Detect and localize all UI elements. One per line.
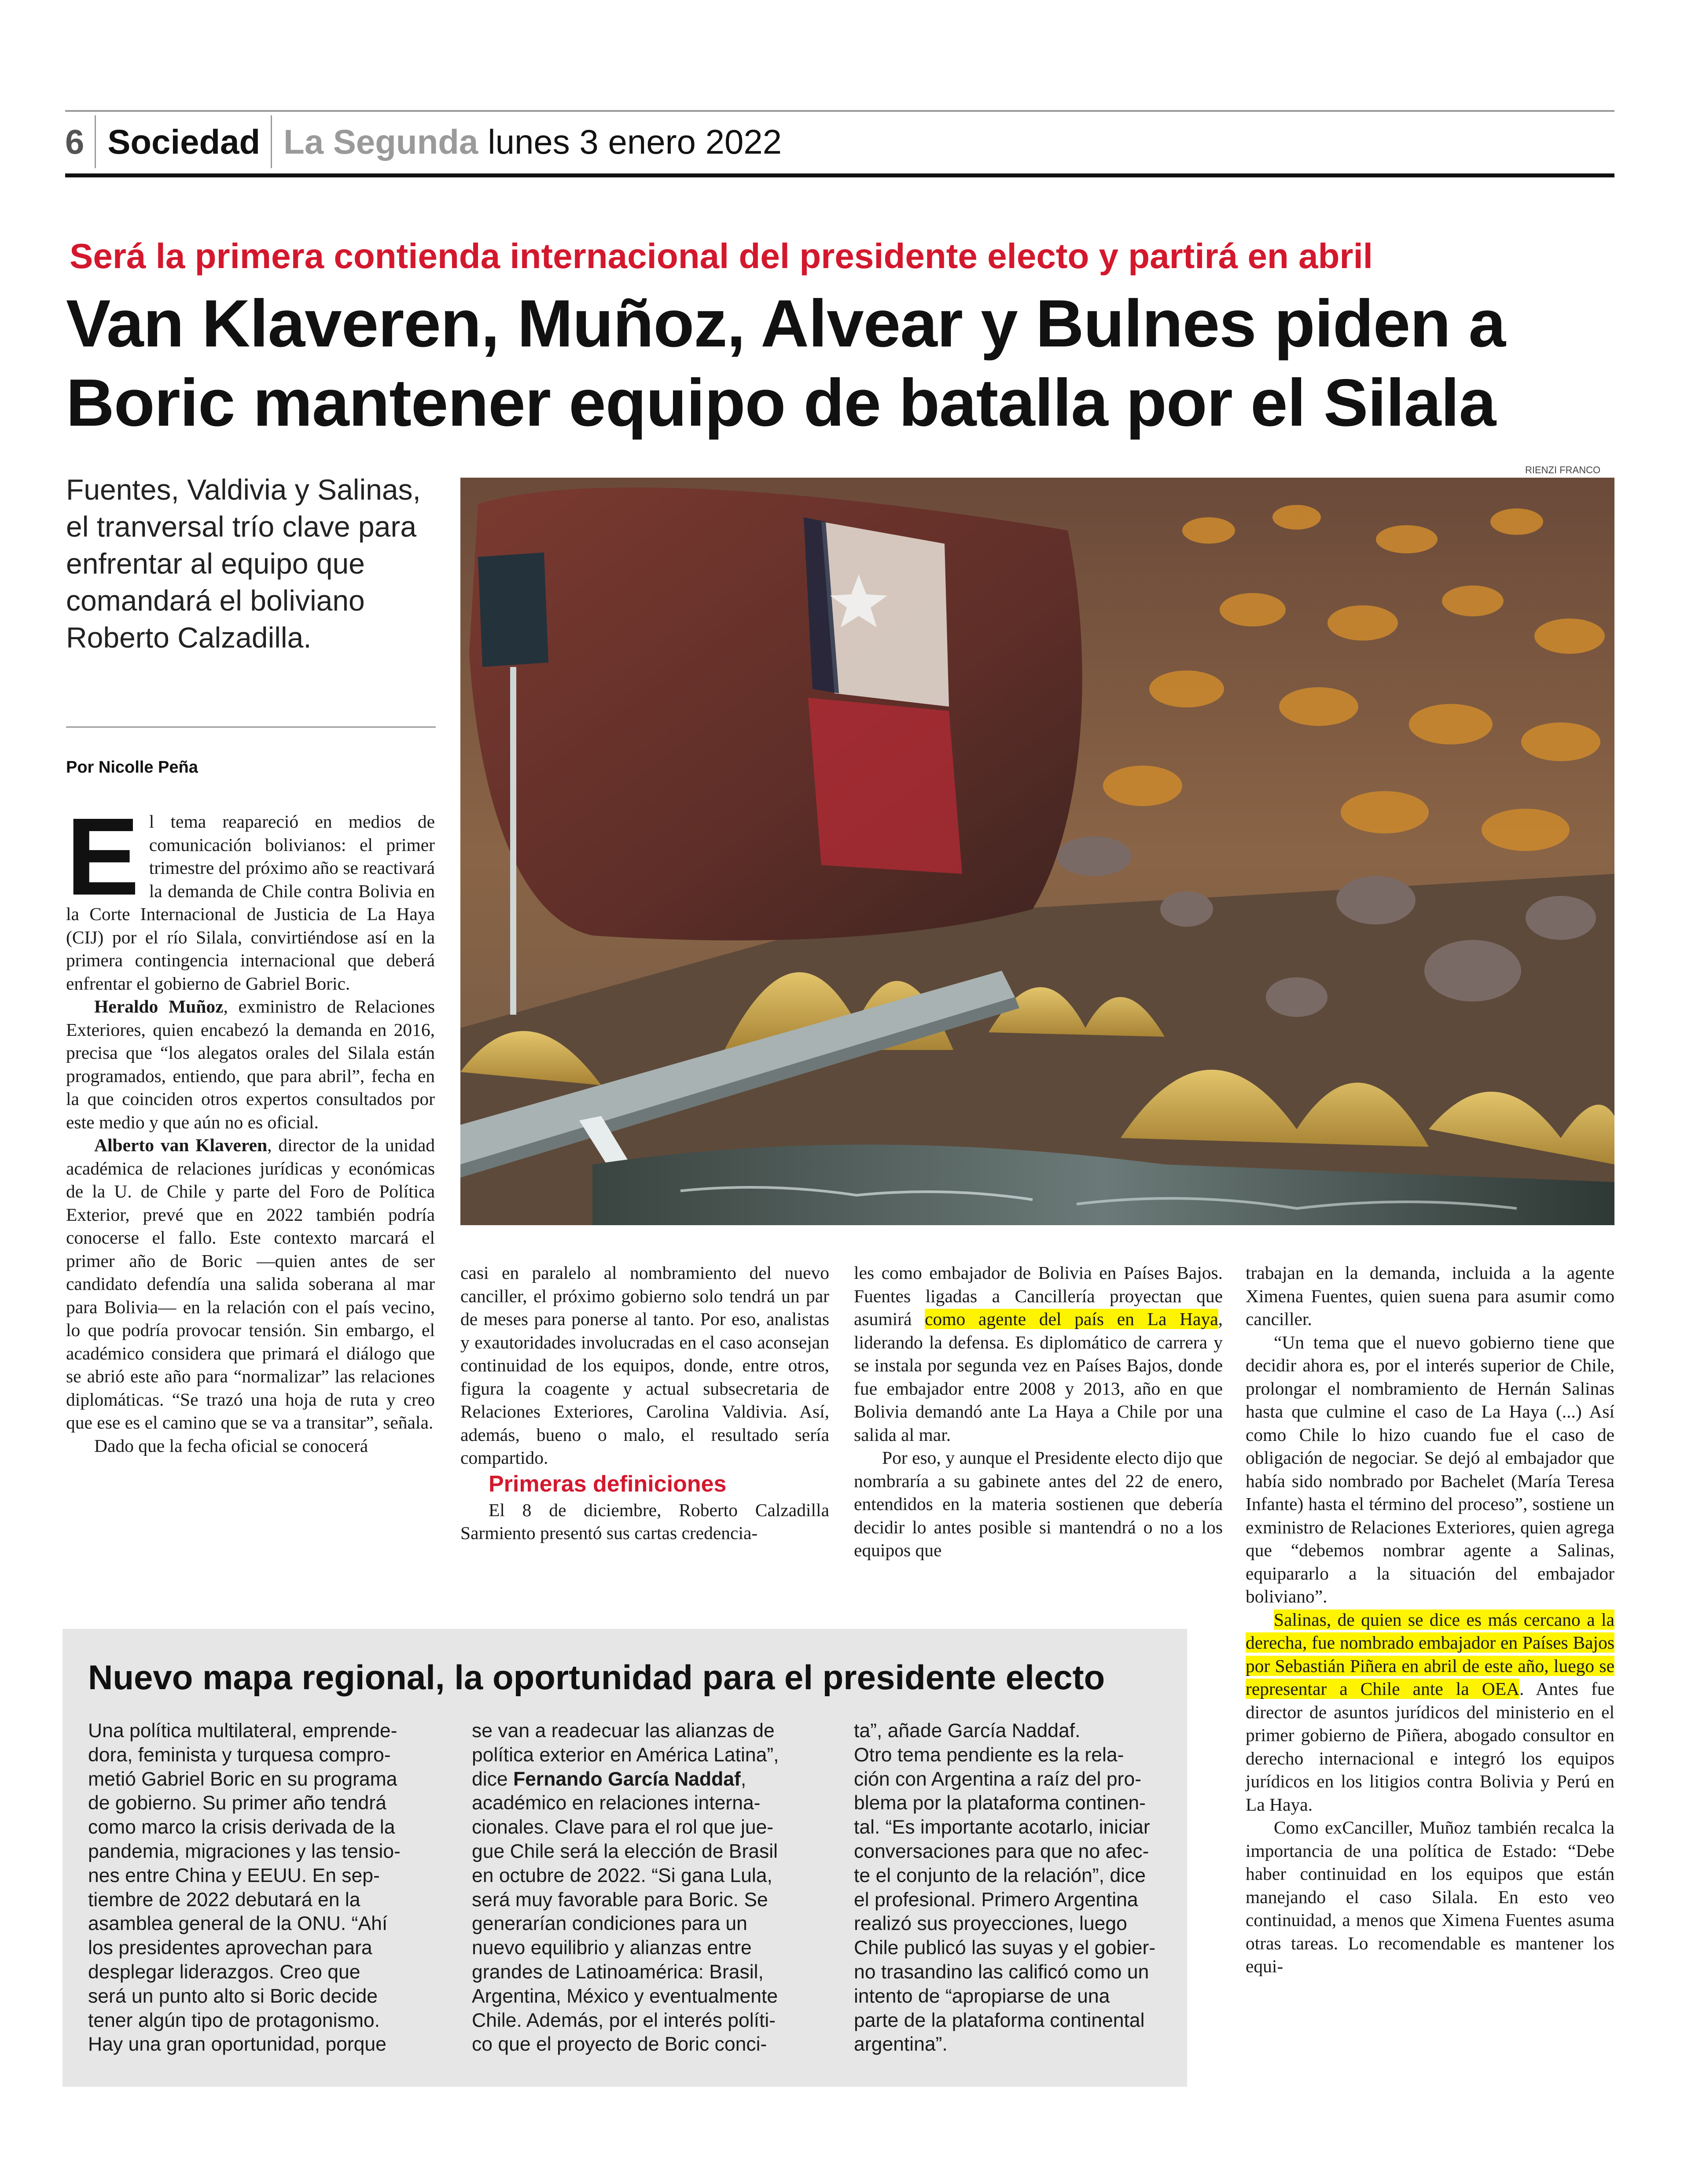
article-column-1 [66,795,435,1457]
sidebar-title: Nuevo mapa regional, la oportunidad para el presidente electo [88,1658,1105,1697]
subhead: Primeras definiciones [489,1471,727,1497]
sidebar-column-3 [854,1719,1180,2057]
paragraph: “Un tema que el nuevo gobierno tiene que decidir ahora es, por el interés superior de Chile, prolongar el nombramiento de Hernán Salinas hasta que culmine el caso de La Haya (...) Así como Chile lo hizo cuando fue el caso de obligación de negociar. Se dejó al embajador que había sido nombrado por Bachelet (María Teresa Infante) hasta el término del proceso”, sostiene un exministro de Relaciones Exteriores, quien agrega que “debemos nombrar agente a Salinas, equipararlo a la situación del embajador boliviano”. [1246,1332,1614,1606]
drop-cap: E [66,795,140,918]
paragraph: casi en paralelo al nombramiento del nuevo canciller, el próximo gobierno solo tendrá un par de meses para ponerse al tanto. Por eso, analistas y exautoridades involucradas en el caso aconsejan continuidad de los equipos, donde, entre otros, figura la coagente y actual subsecretaria de Relaciones Exteriores, Carolina Valdivia. Así, además, bueno o malo, el resultado sería compartido. [460,1263,829,1468]
paragraph-text: l tema reapareció en medios de comunicación bolivianos: el primer trimestre del próximo año se reactivará la demanda de Chile contra Bolivia en la Corte Internacional de Justicia de La Haya (CIJ) por el río Silala, convirtiéndose así en la primera contingencia internacional que deberá enfrentar el gobierno de Gabriel Boric. [66,811,435,994]
top-rule [65,110,1614,112]
article-column-2 [460,1261,829,1545]
article-photo [460,478,1614,1225]
paragraph: les como embajador de Bolivia en Países Bajos. Fuentes ligadas a Cancillería proyectan que asumirá como agente del país en La Haya, liderando la defensa. Es diplomático de carrera y se instala por segunda vez en Países Bajos, donde fue embajador entre 2008 y 2013, año en que Bolivia demandó ante La Haya a Chile por una salida al mar. [854,1263,1223,1445]
paragraph: Una política multilateral, emprende- dora, feminista y turquesa compro- metió Gabriel Boric en su programa de gobierno. Su primer año tendrá como marco la crisis derivada de la pandemia, migraciones y las tensio- nes entre China y EEUU. En sep- tiembre de 2022 debutará en la asamblea general de la ONU. “Ahí los presidentes aprovechan para desplegar liderazgos. Creo que será un punto alto si Boric decide tener algún tipo de protagonismo. Hay una gran oportunidad, porque [88,1720,401,2055]
paragraph [66,795,435,995]
article-headline: Van Klaveren, Muñoz, Alvear y Bulnes piden a Boric mantener equipo de batalla por el Silala [66,286,1506,440]
sidebar-column-2 [472,1719,815,2057]
deck-rule [66,726,436,728]
photo-credit: RIENZI FRANCO [1525,464,1601,475]
paragraph: Salinas, de quien se dice es más cercano a la derecha, fue nombrado embajador en Países Bajos por Sebastián Piñera en abril de este año, luego se representar a Chile ante la OEA. Antes fue director de asuntos jurídicos del ministerio en el primer gobierno de Piñera, abogado consultor en derecho internacional e integró los equipos jurídicos en los litigios contra Bolivia y Perú en La Haya. [1246,1609,1614,1815]
header-rule [65,173,1614,177]
paragraph: trabajan en la demanda, incluida a la agente Ximena Fuentes, quien suena para asumir como canciller. [1246,1263,1614,1329]
paragraph: Alberto van Klaveren, director de la unidad académica de relaciones jurídicas y económicas de la U. de Chile y parte del Foro de Política Exterior, prevé que en 2022 también podría conocerse el fallo. Este contexto marcará el primer año de Boric —quien antes de ser candidato defendía una salida soberana al mar para Bolivia— en la relación con el país vecino, lo que podría provocar tensión. Sin embargo, el académico considera que primará el diálogo que se abrió este año para “normalizar” las relaciones diplomáticas. “Se trazó una hoja de ruta y creo que ese es el camino que se va a transitar”, señala. [66,1135,435,1433]
paragraph: Heraldo Muñoz, exministro de Relaciones Exteriores, quien encabezó la demanda en 2016, precisa que “los alegatos orales del Silala están programados, entiendo, que para abril”, fecha en la que coinciden otros expertos consultados por este medio y que aún no es oficial. [66,996,435,1132]
section-name: Sociedad [107,115,272,168]
article-column-3 [854,1261,1223,1562]
paragraph: ta”, añade García Naddaf. Otro tema pendiente es la rela- ción con Argentina a raíz del pro- blema por la plataforma continen- tal. “Es importante acotarlo, iniciar conversaciones para que no afec- te el conjunto de la relación”, dice el profesional. Primero Argentina realizó sus proyecciones, luego Chile publicó las suyas y el gobier- no trasandino las calificó como un intento de “apropiarse de una parte de la plataforma continental argentina”. [854,1720,1156,2055]
highlighted-text: como agente del país en La Haya [925,1309,1218,1329]
page-number: 6 [65,115,96,168]
paragraph: Como exCanciller, Muñoz también recalca la importancia de una política de Estado: “Debe haber continuidad en los equipos que están manejando el caso Silala. En esto veo continuidad, a menos que Ximena Fuentes asuma otras tareas. Lo recomendable es mantener los equi- [1246,1817,1614,1976]
paragraph: Dado que la fecha oficial se conocerá [94,1435,368,1456]
page-header [65,115,782,168]
byline: Por Nicolle Peña [66,758,198,777]
sidebar-column-1 [88,1719,431,2057]
paragraph: se van a readecuar las alianzas de política exterior en América Latina”, dice Fernando García Naddaf, académico en relaciones interna- cionales. Clave para el rol que jue- gue Chile será la elección de Brasil en octubre de 2022. “Si gana Lula, será muy favorable para Boric. Se generarían condiciones para un nuevo equilibrio y alianzas entre grandes de Latinoamérica: Brasil, Argentina, México y eventualmente Chile. Además, por el interés políti- co que el proyecto de Boric conci- [472,1720,779,2055]
article-deck: Fuentes, Valdivia y Salinas, el tranversal trío clave para enfrentar al equipo que comandará el boliviano Roberto Calzadilla. [66,473,421,654]
paragraph: El 8 de diciembre, Roberto Calzadilla Sarmiento presentó sus cartas credencia- [460,1499,829,1543]
article-kicker: Será la primera contienda internacional del presidente electo y partirá en abril [70,236,1373,276]
highlighted-text: Salinas, de quien se dice es más cercano a la derecha, fue nombrado embajador en Países Bajos por Sebastián Piñera en abril de este año, luego se representar a Chile ante la OEA [1246,1609,1614,1699]
publication-date: lunes 3 enero 2022 [488,122,782,161]
publication-name: La Segunda [283,122,478,161]
article-column-4 [1246,1261,1614,1978]
paragraph: Por eso, y aunque el Presidente electo dijo que nombraría a su gabinete antes del 22 de enero, entendidos en la materia sostienen que debería decidir lo antes posible si mantendrá o no a los equipos que [854,1447,1223,1560]
